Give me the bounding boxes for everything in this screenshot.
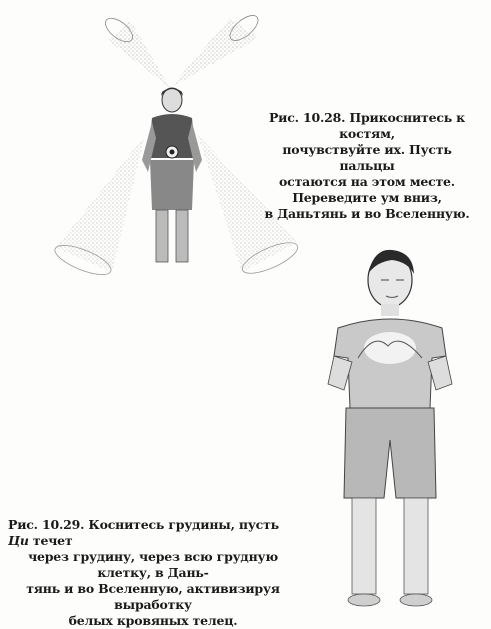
caption-text: Рис. 10.29. Коснитесь грудины, пусть [8,517,279,532]
standing-figure-large [328,250,452,606]
caption-line: тянь и во Вселенную, активизируя выработку [26,581,280,612]
caption-line: белых кровяных телец. [68,613,238,628]
caption-line: почувствуйте их. Пусть пальцы [282,142,452,173]
standing-figure-small [142,88,202,262]
figure-10-29-illustration [318,240,478,612]
caption-line: остаются на этом месте. [279,174,455,189]
caption-line: Переведите ум вниз, [292,190,442,205]
figure-10-29-caption [8,517,298,629]
upper-energy-rays [101,11,262,88]
figure-10-28-caption [254,110,480,222]
caption-line: Рис. 10.28. Прикоснитесь к костям, [268,110,465,141]
caption-line: в Даньтянь и во Вселенную. [264,206,470,221]
caption-line [8,517,298,549]
caption-text: течет [28,533,73,548]
qi-term: Ци [8,533,29,548]
caption-line: через грудину, через всю грудную клетку, в Дань- [28,549,278,580]
